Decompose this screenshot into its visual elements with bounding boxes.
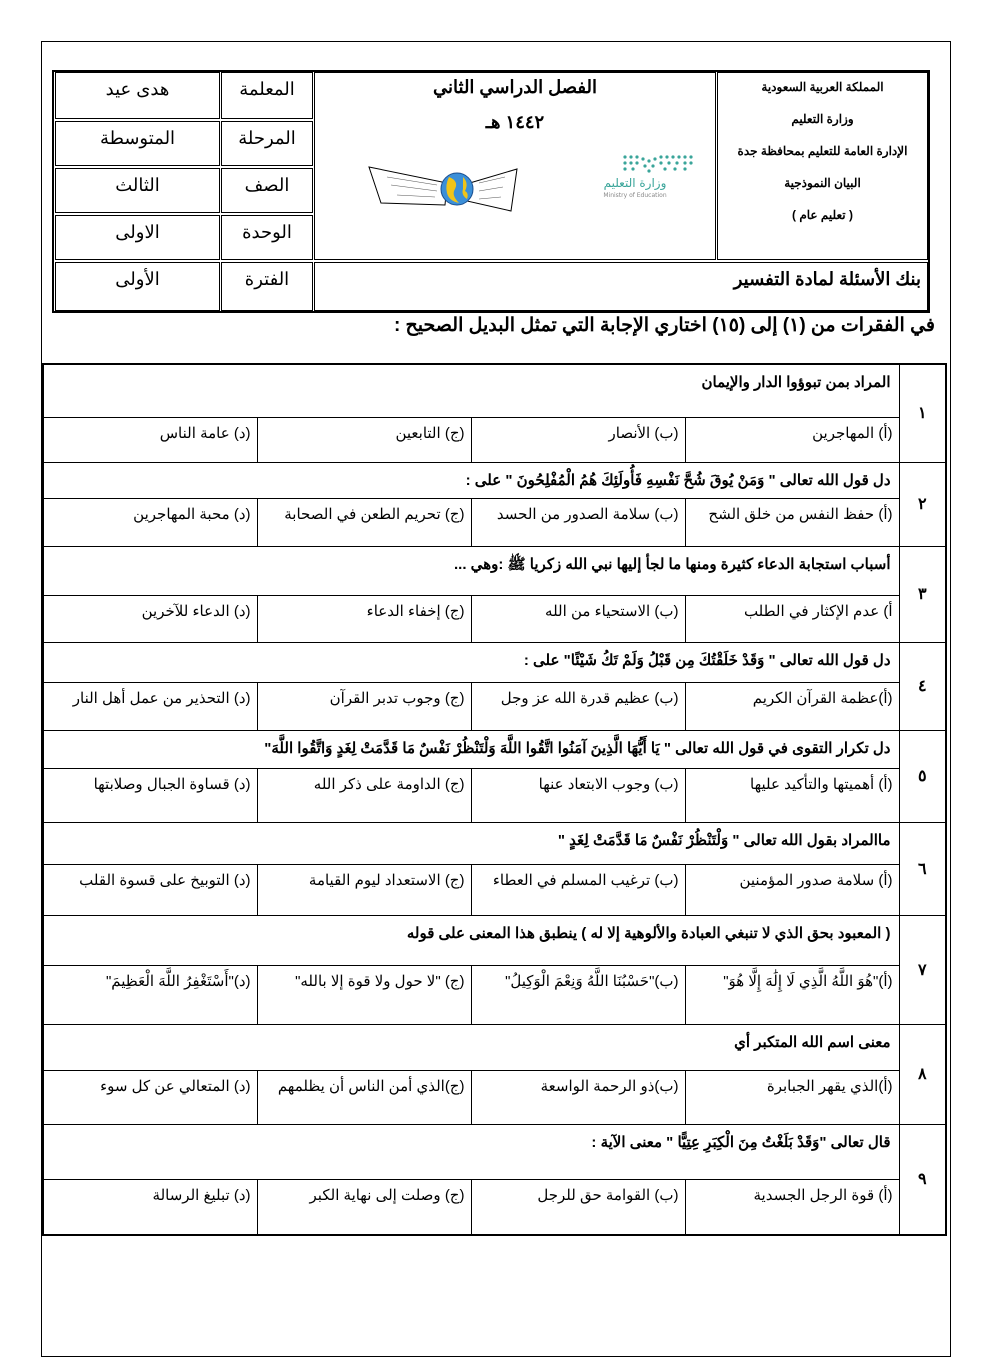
school-info-line: المملكة العربية السعودية [761, 80, 884, 94]
school-info-line: البيان النموذجية [784, 176, 861, 190]
info-value: المتوسطة [55, 121, 220, 166]
question-row [43, 1024, 946, 1070]
answer-option[interactable]: (ج) الاستعداد ليوم القيامة [257, 864, 471, 915]
answer-option[interactable]: (أ) قوة الرجل الجسدية [685, 1179, 899, 1235]
options-row [43, 1179, 946, 1235]
question-number: ٤ [899, 642, 946, 730]
answer-option[interactable]: (د) قساوة الجبال وصلابتها [43, 768, 257, 822]
question-text: معنى اسم الله المتكبر أي [43, 1024, 899, 1070]
questions-table [42, 363, 947, 1236]
question-number: ٦ [899, 822, 946, 915]
question-text: أسباب استجابة الدعاء كثيرة ومنها ما لجأ إليها نبي الله زكريا ﷺ :وهي ... [43, 546, 899, 595]
answer-option[interactable]: (ج)الذي أمن الناس أن يظلمهم [257, 1070, 471, 1124]
answer-option[interactable]: (ب) سلامة الصدور من الحسد [471, 498, 685, 546]
svg-text:Ministry of Education: Ministry of Education [603, 192, 667, 199]
answer-option[interactable]: أ) عدم الإكثار في الطلب [685, 595, 899, 642]
info-label: المعلمة [221, 72, 313, 119]
question-text: دل تكرار التقوى في قول الله تعالى " يَا أَيُّهَا الَّذِينَ آمَنُوا اتَّقُوا اللَّهَ وَلْتَنْظُرْ نَفْسٌ مَا قَدَّمَتْ لِغَدٍ وَاتَّقُوا اللَّهَ" [43, 730, 899, 768]
question-row [43, 822, 946, 864]
question-number: ٣ [899, 546, 946, 642]
answer-option[interactable]: (ب) الأنصار [471, 417, 685, 462]
options-row [43, 768, 946, 822]
answer-option[interactable]: (ج) وصلت إلى نهاية الكبر [257, 1179, 471, 1235]
question-text: ( المعبود بحق الذي لا تنبغي العبادة والألوهية إلا له ) ينطبق هذا المعنى على قوله [43, 915, 899, 965]
info-value: الاولى [55, 215, 220, 260]
school-info [717, 72, 928, 260]
info-label: المرحلة [221, 121, 313, 166]
answer-option[interactable]: (ج) إخفاء الدعاء [257, 595, 471, 642]
question-number: ٥ [899, 730, 946, 822]
answer-option[interactable]: (ب) القوامة حق للرجل [471, 1179, 685, 1235]
answer-option[interactable]: (ج) "لا حول ولا قوة إلا بالله" [257, 965, 471, 1024]
answer-option[interactable]: (أ) المهاجرين [685, 417, 899, 462]
answer-option[interactable]: (د) عامة الناس [43, 417, 257, 462]
options-row [43, 682, 946, 730]
info-label: الوحدة [221, 215, 313, 260]
answer-option[interactable]: (ب)ذو الرحمة الواسعة [471, 1070, 685, 1124]
question-number: ٧ [899, 915, 946, 1024]
question-text: دل قول الله تعالى " وَقَدْ خَلَقْتُكَ مِن قَبْلُ وَلَمْ تَكُ شَيْئًا" على : [43, 642, 899, 682]
answer-option[interactable]: (د) الدعاء للآخرين [43, 595, 257, 642]
semester-block [314, 72, 716, 260]
options-row [43, 965, 946, 1024]
options-row [43, 417, 946, 462]
answer-option[interactable]: (ج) وجوب تدبر القرآن [257, 682, 471, 730]
answer-option[interactable]: (د)"أَسْتَغْفِرُ اللَّهَ الْعَظِيمَ" [43, 965, 257, 1024]
answer-option[interactable]: (أ) أهميتها والتأكيد عليها [685, 768, 899, 822]
answer-option[interactable]: (ب) ترغيب المسلم في العطاء [471, 864, 685, 915]
answer-option[interactable]: (أ) حفظ النفس من خلق الشح [685, 498, 899, 546]
answer-option[interactable]: (ب) وجوب الابتعاد عنها [471, 768, 685, 822]
info-label: الصف [221, 168, 313, 213]
question-row [43, 462, 946, 498]
header-table [52, 70, 930, 313]
question-number: ١ [899, 364, 946, 462]
options-row [43, 1070, 946, 1124]
info-value: الأولى [55, 262, 220, 311]
question-row [43, 642, 946, 682]
question-text: دل قول الله تعالى " وَمَنْ يُوقَ شُحَّ نَفْسِهِ فَأُولَئِكَ هُمُ الْمُفْلِحُونَ " على : [43, 462, 899, 498]
school-globe-logo [367, 165, 527, 213]
ministry-of-education-logo [575, 151, 715, 201]
answer-option[interactable]: (د) محبة المهاجرين [43, 498, 257, 546]
answer-option[interactable]: (ب) عظيم قدرة الله عز وجل [471, 682, 685, 730]
question-text: ماالمراد بقول الله تعالى " وَلْتَنْظُرْ نَفْسٌ مَا قَدَّمَتْ لِغَدٍ " [43, 822, 899, 864]
question-number: ٨ [899, 1024, 946, 1124]
hijri-year: ١٤٤٢ هـ [485, 112, 545, 132]
options-row [43, 498, 946, 546]
info-label: الفترة [221, 262, 313, 311]
answer-option[interactable]: (أ) سلامة صدور المؤمنين [685, 864, 899, 915]
question-row [43, 1124, 946, 1179]
question-bank-title: بنك الأسئلة لمادة التفسير [314, 262, 928, 311]
instruction-text: في الفقرات من (١) إلى (١٥) اختاري الإجابة التي تمثل البديل الصحيح : [393, 315, 935, 336]
answer-option[interactable]: (د) التحذير من عمل أهل النار [43, 682, 257, 730]
info-value: الثالث [55, 168, 220, 213]
answer-option[interactable]: (أ)"هُوَ اللَّهُ الَّذِي لَا إِلَٰهَ إِلَّا هُوَ" [685, 965, 899, 1024]
svg-text:وزارة التعليم: وزارة التعليم [603, 176, 667, 190]
answer-option[interactable]: (أ)الذي يقهر الجبابرة [685, 1070, 899, 1124]
school-info-line: الإدارة العامة للتعليم بمحافظة جدة [737, 144, 908, 158]
question-row [43, 364, 946, 417]
answer-option[interactable]: (ج) تحريم الطعن في الصحابة [257, 498, 471, 546]
options-row [43, 864, 946, 915]
school-info-line: وزارة التعليم [791, 112, 854, 126]
school-info-line: ( تعليم عام ) [792, 208, 853, 222]
question-number: ٢ [899, 462, 946, 546]
question-text: المراد بمن تبوؤوا الدار والإيمان [43, 364, 899, 417]
question-row [43, 730, 946, 768]
info-value: هدى عيد [55, 72, 220, 119]
answer-option[interactable]: (ج) التابعين [257, 417, 471, 462]
semester-title: الفصل الدراسي الثاني [433, 77, 597, 97]
answer-option[interactable]: (د) تبليغ الرسالة [43, 1179, 257, 1235]
question-row [43, 915, 946, 965]
question-text: قال تعالى "وَقَدْ بَلَغْتُ مِنَ الْكِبَرِ عِتِيًّا " معنى الآية : [43, 1124, 899, 1179]
question-number: ٩ [899, 1124, 946, 1235]
answer-option[interactable]: (ب) الاستحياء من الله [471, 595, 685, 642]
answer-option[interactable]: (أ)عظمة القرآن الكريم [685, 682, 899, 730]
options-row [43, 595, 946, 642]
question-row [43, 546, 946, 595]
answer-option[interactable]: (ج) الداومة على ذكر الله [257, 768, 471, 822]
answer-option[interactable]: (د) التوبيخ على قسوة القلب [43, 864, 257, 915]
answer-option[interactable]: (ب)"حَسْبُنَا اللَّهُ وَنِعْمَ الْوَكِيلُ" [471, 965, 685, 1024]
answer-option[interactable]: (د) المتعالي عن كل سوء [43, 1070, 257, 1124]
